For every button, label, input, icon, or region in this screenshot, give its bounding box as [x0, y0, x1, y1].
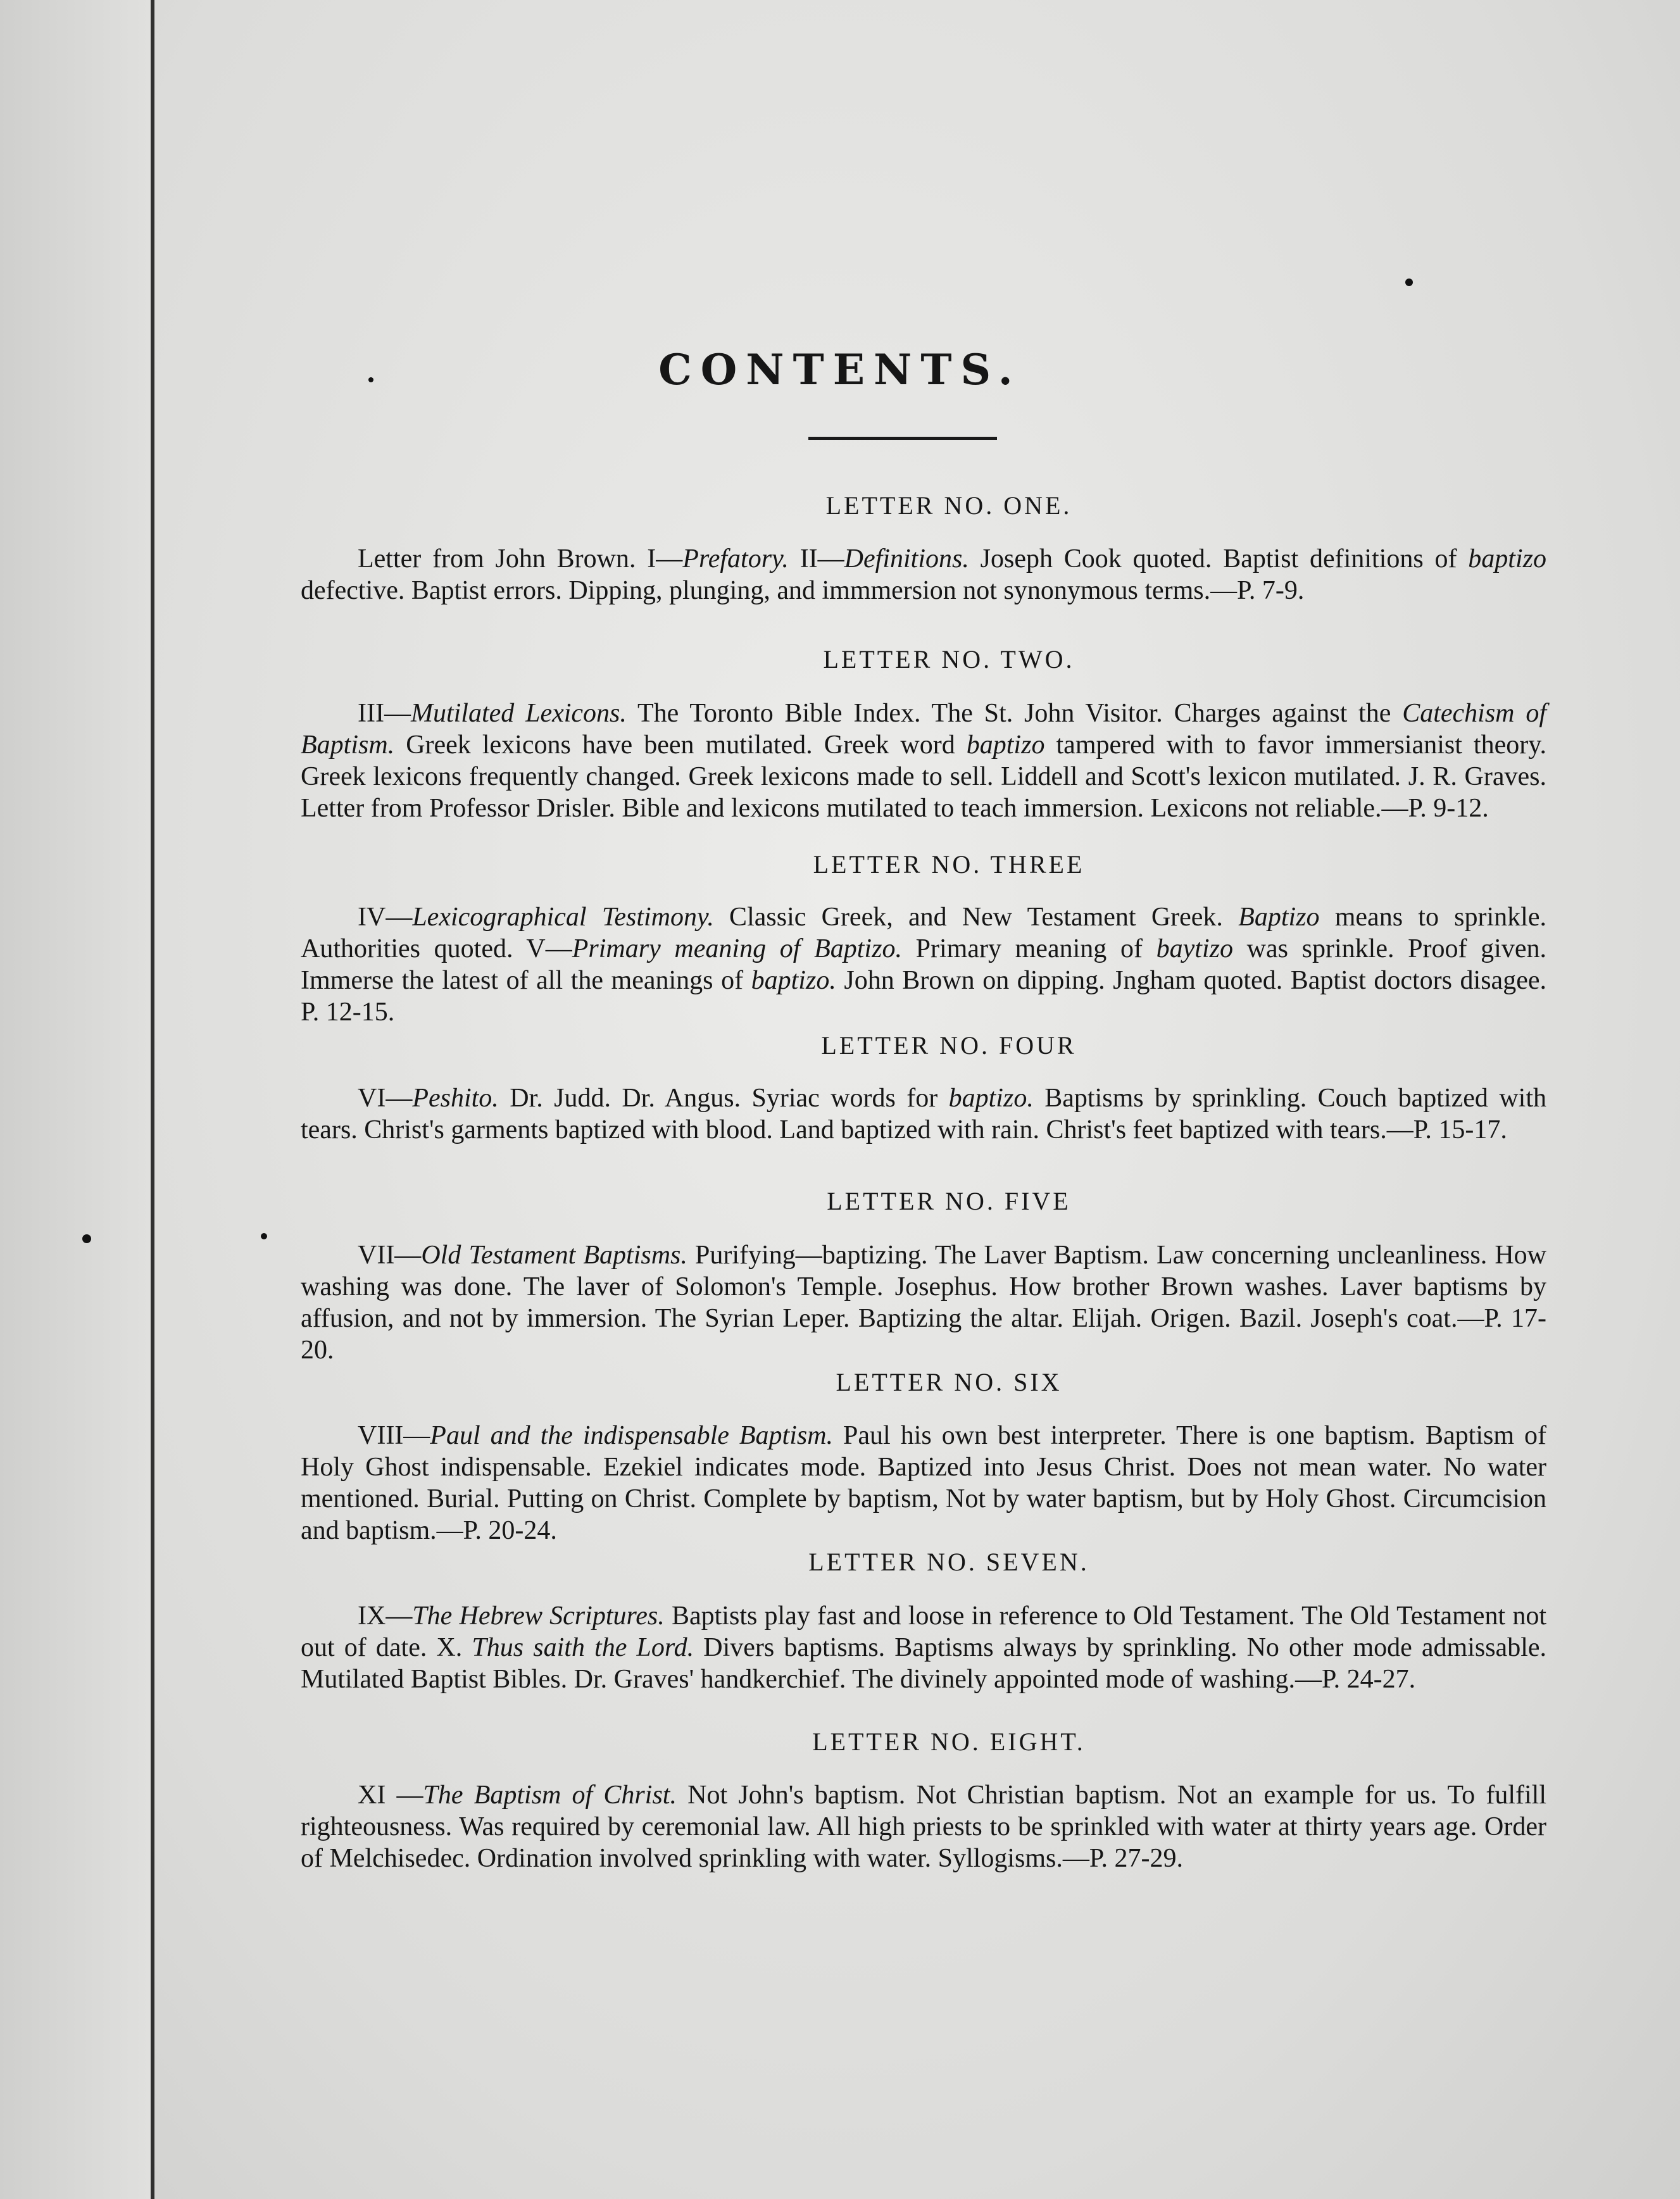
text-run: means to sprinkle. Authorities quoted. V— — [301, 903, 1546, 963]
text-run: Baptisms by sprinkling. Couch baptized with tears. Christ's garments baptized with blood. Land baptized with rain. Christ's feet baptized with tears.—P. 15-17. — [301, 1084, 1546, 1144]
letter-heading: LETTER NO. TWO. — [823, 645, 1075, 673]
binding-edge — [151, 0, 154, 2199]
italic-phrase: baptizo — [1468, 544, 1546, 573]
text-run: II— — [788, 544, 844, 573]
text-run: Not John's baptism. Not Christian baptism. Not an example for us. To fulfill righteousness. Was required by ceremonial law. All high priests to be sprinkled with water at thirty years age. Order of Melchisedec. Ordination involved sprinkling with water. Syllogisms.—P. 27-29. — [301, 1781, 1546, 1873]
italic-phrase: Old Testament Baptisms. — [421, 1241, 687, 1270]
italic-phrase: baptizo. — [751, 966, 836, 995]
letter-heading: LETTER NO. SEVEN. — [808, 1548, 1089, 1576]
italic-phrase: Paul and the indispensable Baptism. — [430, 1421, 834, 1450]
text-run: Purifying—baptizing. The Laver Baptism. Law concerning uncleanliness. How washing was done. The laver of Solomon's Temple. Josephus. How brother Brown washes. Laver baptisms by affusion, and not by immersion. The Syrian Leper. Baptizing the altar. Elijah. Origen. Bazil. Joseph's coat.—P. 17-20. — [301, 1241, 1546, 1365]
italic-phrase: Thus saith the Lord. — [472, 1633, 694, 1662]
letter-summary — [301, 1779, 1546, 1874]
letter-heading: LETTER NO. FOUR — [821, 1031, 1077, 1060]
italic-phrase: Mutilated Lexicons. — [410, 699, 627, 728]
text-run: tampered with to favor immersianist theory. Greek lexicons frequently changed. Greek lexicons made to sell. Liddell and Scott's lexicon mutilated. J. R. Graves. Letter from Professor Drisler. Bible and lexicons mutilated to teach immersion. Lexicons not reliable.—P. 9-12. — [301, 730, 1546, 823]
letter-summary — [301, 543, 1546, 606]
text-run: Divers baptisms. Baptisms always by sprinkling. No other mode admissable. Mutilated Baptist Bibles. Dr. Graves' handkerchief. The divinely appointed mode of washing.—P. 24-27. — [301, 1633, 1546, 1694]
italic-phrase: baptizo. — [948, 1084, 1034, 1113]
italic-phrase: baytizo — [1156, 934, 1233, 963]
text-run: VII— — [358, 1241, 422, 1270]
text-run: was sprinkle. Proof given. Immerse the latest of all the meanings of — [301, 934, 1546, 995]
letter-summary — [301, 1420, 1546, 1546]
letter-summary — [301, 698, 1546, 824]
letter-summary — [301, 1239, 1546, 1366]
text-run: The Toronto Bible Index. The St. John Visitor. Charges against the — [626, 699, 1403, 728]
text-run: IX— — [358, 1601, 413, 1631]
text-run: Joseph Cook quoted. Baptist definitions of — [969, 544, 1469, 573]
letter-heading: LETTER NO. ONE. — [825, 491, 1072, 520]
italic-phrase: The Hebrew Scriptures. — [412, 1601, 665, 1631]
italic-phrase: baptizo — [966, 730, 1045, 760]
binding-shade — [0, 0, 151, 2199]
ink-speck — [261, 1233, 267, 1239]
letter-summary — [301, 1600, 1546, 1695]
italic-phrase: Baptizo — [1238, 903, 1320, 932]
letter-heading: LETTER NO. EIGHT. — [812, 1727, 1086, 1756]
italic-phrase: Prefatory. — [682, 544, 789, 573]
ink-speck — [1405, 279, 1413, 286]
letter-heading: LETTER NO. SIX — [836, 1368, 1062, 1396]
italic-phrase: Definitions. — [844, 544, 969, 573]
text-run: Baptists play fast and loose in reference to Old Testament. The Old Testament not out of date. X. — [301, 1601, 1546, 1662]
text-run: Primary meaning of — [901, 934, 1157, 963]
text-run: VI— — [358, 1084, 413, 1113]
text-run: Paul his own best interpreter. There is one baptism. Baptism of Holy Ghost indispensable. Ezekiel indicates mode. Baptized into Jesus Christ. Does not mean water. No water mentioned. Burial. Putting on Christ. Complete by baptism, Not by water baptism, but by Holy Ghost. Circumcision and baptism.—P. 20-24. — [301, 1421, 1546, 1545]
italic-phrase: Peshito. — [412, 1084, 499, 1113]
letter-summary — [301, 901, 1546, 1028]
text-run: defective. Baptist errors. Dipping, plunging, and immmersion not synonymous terms.—P. 7-9. — [301, 576, 1305, 605]
text-run: Classic Greek, and New Testament Greek. — [713, 903, 1239, 932]
letter-heading: LETTER NO. THREE — [813, 850, 1085, 879]
text-run: Greek lexicons have been mutilated. Greek word — [394, 730, 967, 760]
text-run: Letter from John Brown. I— — [358, 544, 683, 573]
title-rule — [808, 437, 997, 440]
text-run: John Brown on dipping. Jngham quoted. Baptist doctors disagee. P. 12-15. — [301, 966, 1546, 1027]
letter-heading: LETTER NO. FIVE — [827, 1187, 1071, 1215]
ink-speck — [82, 1234, 91, 1243]
italic-phrase: The Baptism of Christ. — [423, 1781, 677, 1810]
italic-phrase: Catechism of Baptism. — [301, 699, 1547, 760]
page-title: CONTENTS. — [658, 345, 1022, 394]
italic-phrase: Lexicographical Testimony. — [412, 903, 714, 932]
text-run: XI — — [358, 1781, 423, 1810]
bleed-through-text — [354, 70, 1557, 373]
text-run: III— — [358, 699, 411, 728]
text-run: Dr. Judd. Dr. Angus. Syriac words for — [498, 1084, 949, 1113]
italic-phrase: Primary meaning of Baptizo. — [572, 934, 902, 963]
text-run: IV— — [358, 903, 413, 932]
letter-summary — [301, 1082, 1546, 1146]
text-run: VIII— — [358, 1421, 430, 1450]
